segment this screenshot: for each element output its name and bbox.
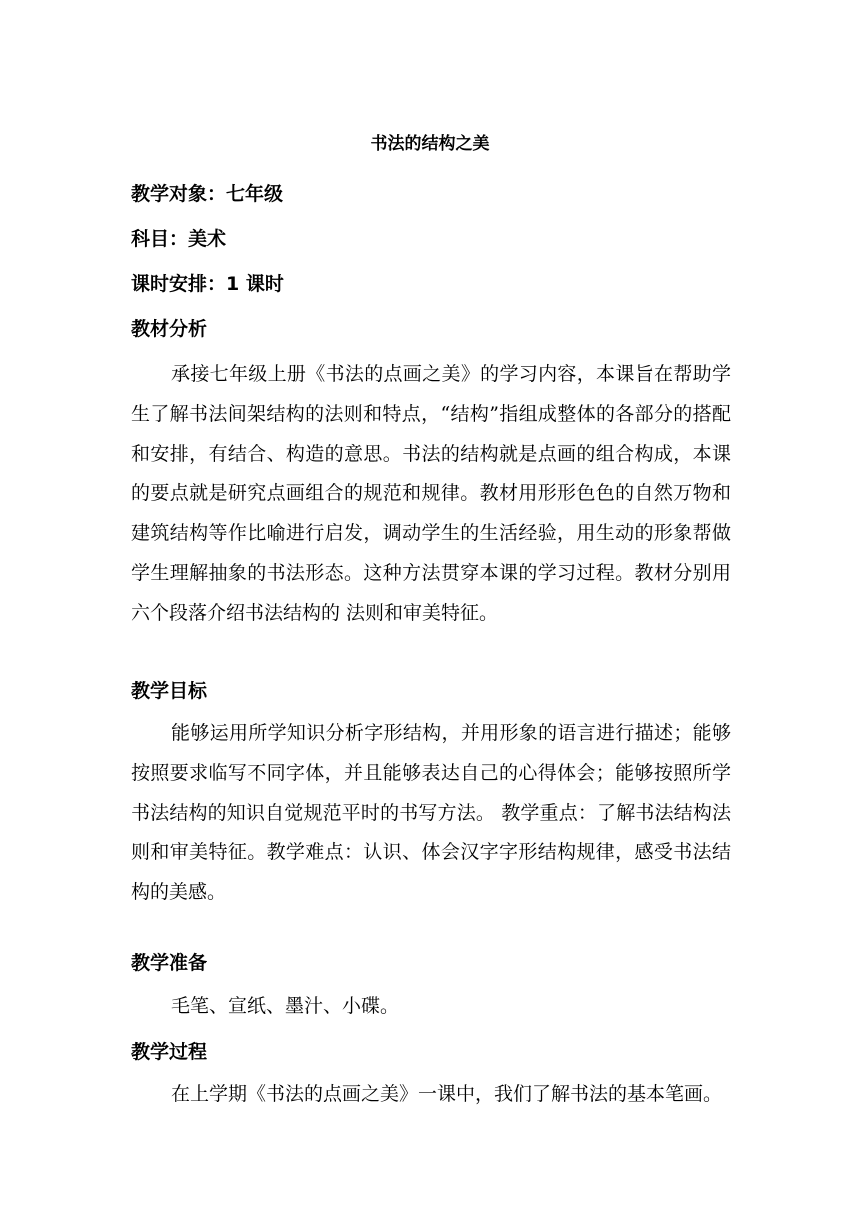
schedule-line: 课时安排：1 课时 — [131, 273, 284, 295]
audience-line: 教学对象：七年级 — [131, 183, 284, 205]
goals-paragraph: 能够运用所学知识分析字形结构，并用形象的语言进行描述；能够按照要求临写不同字体，并且能够表达自己的心得体会；能够按照所学书法结构的知识自觉规范平时的书写方法。 教学重点：了解书法结构法则和审美特征。教学难点：认识、体会汉字字形结构规律，感受书法结构的美感。 — [131, 722, 731, 904]
document-title: 书法的结构之美 — [370, 134, 490, 154]
subject-line: 科目：美术 — [131, 228, 227, 250]
preparation-heading: 教学准备 — [131, 952, 208, 974]
preparation-paragraph: 毛笔、宣纸、墨汁、小碟。 — [171, 995, 400, 1017]
analysis-heading: 教材分析 — [131, 318, 208, 340]
process-heading: 教学过程 — [131, 1041, 208, 1063]
analysis-paragraph: 承接七年级上册《书法的点画之美》的学习内容，本课旨在帮助学生了解书法间架结构的法则和特点，“结构”指组成整体的各部分的搭配和安排，有结合、构造的意思。书法的结构就是点画的组合构成，本课的要点就是研究点画组合的规范和规律。教材用形形色色的自然万物和建筑结构等作比喻进行启发，调动学生的生活经验，用生动的形象帮做学生理解抽象的书法形态。这种方法贯穿本课的学习过程。教材分别用六个段落介绍书法结构的 法则和审美特征。 — [131, 363, 731, 624]
goals-heading: 教学目标 — [131, 680, 208, 702]
process-paragraph: 在上学期《书法的点画之美》一课中，我们了解书法的基本笔画。 — [171, 1083, 723, 1105]
